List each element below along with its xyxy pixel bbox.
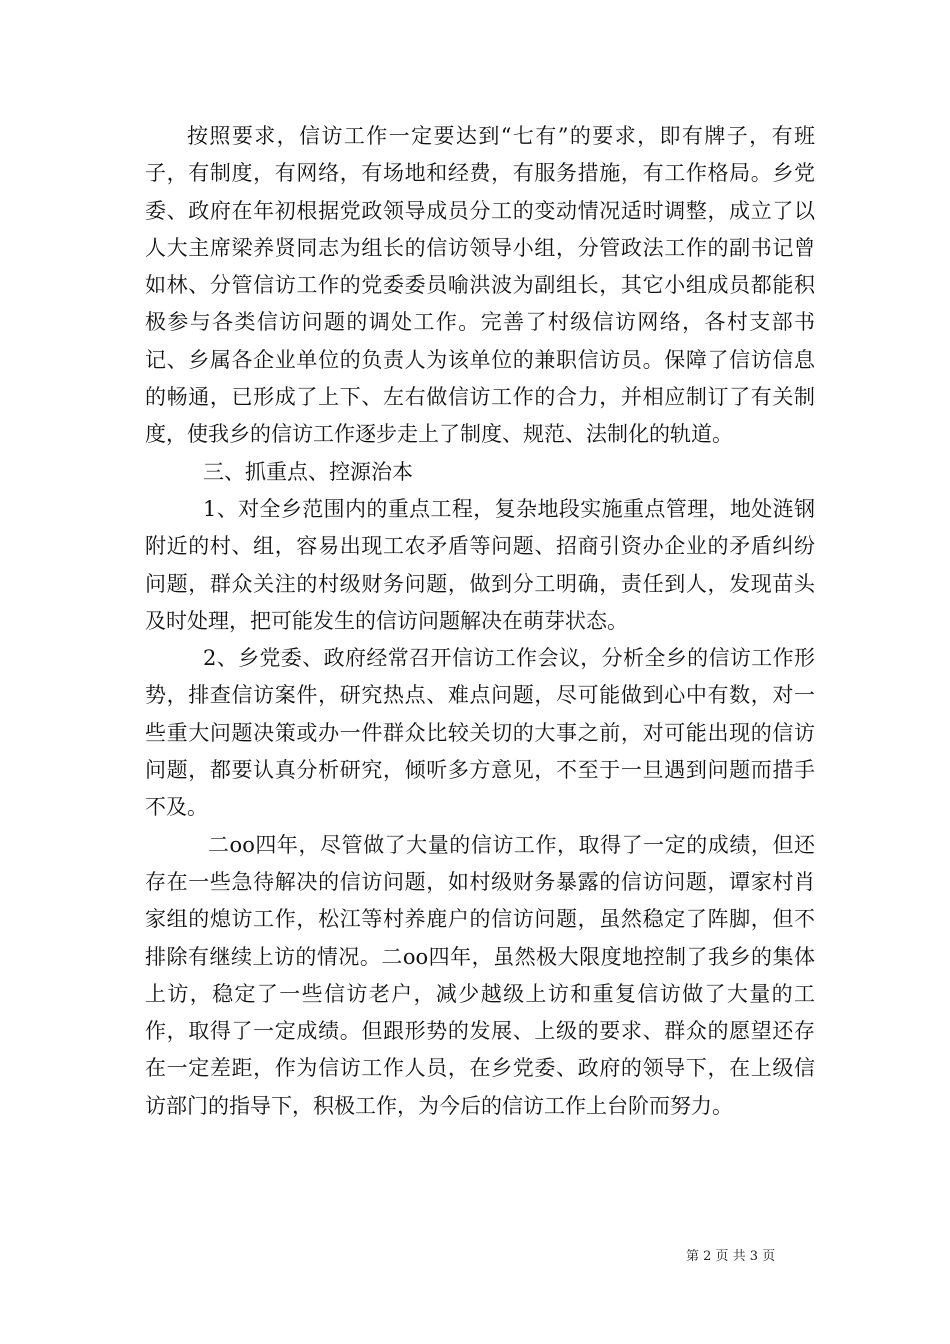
- paragraph-organization: 按照要求，信访工作一定要达到“七有”的要求，即有牌子，有班子，有制度，有网络，有场地和经费，有服务措施，有工作格局。乡党委、政府在年初根据党政领导成员分工的变动情况适时调整，成立了以人大主席梁养贤同志为组长的信访领导小组，分管政法工作的副书记曾如林、分管信访工作的党委委员喻洪波为副组长，其它小组成员都能积极参与各类信访问题的调处工作。完善了村级信访网络，各村支部书记、乡属各企业单位的负责人为该单位的兼职信访员。保障了信访信息的畅通，已形成了上下、左右做信访工作的合力，并相应制订了有关制度，使我乡的信访工作逐步走上了制度、规范、法制化的轨道。: [145, 124, 815, 447]
- section-heading: 三、抓重点、控源治本: [203, 459, 413, 484]
- paragraph-point-1: 1、对全乡范围内的重点工程，复杂地段实施重点管理，地处涟钢附近的村、组，容易出现工农矛盾等问题、招商引资办企业的矛盾纠纷问题，群众关注的村级财务问题，做到分工明确，责任到人，发现苗头及时处理，把可能发生的信访问题解决在萌芽状态。: [145, 496, 815, 633]
- paragraph-summary: 二oo四年，尽管做了大量的信访工作，取得了一定的成绩，但还存在一些急待解决的信访问题，如村级财务暴露的信访问题，谭家村肖家组的熄访工作，松江等村养鹿户的信访问题，虽然稳定了阵脚，但不排除有继续上访的情况。二oo四年，虽然极大限度地控制了我乡的集体上访，稳定了一些信访老户，减少越级上访和重复信访做了大量的工作，取得了一定成绩。但跟形势的发展、上级的要求、群众的愿望还存在一定差距，作为信访工作人员，在乡党委、政府的领导下，在上级信访部门的指导下，积极工作，为今后的信访工作上台阶而努力。: [145, 832, 815, 1118]
- paragraph-point-2: 2、乡党委、政府经常召开信访工作会议，分析全乡的信访工作形势，排查信访案件，研究热点、难点问题，尽可能做到心中有数，对一些重大问题决策或办一件群众比较关切的大事之前，对可能出现的信访问题，都要认真分析研究，倾听多方意见，不至于一旦遇到问题而措手不及。: [145, 646, 815, 820]
- document-body: [145, 118, 815, 1125]
- page-number-footer: 第 2 页 共 3 页: [686, 1249, 776, 1264]
